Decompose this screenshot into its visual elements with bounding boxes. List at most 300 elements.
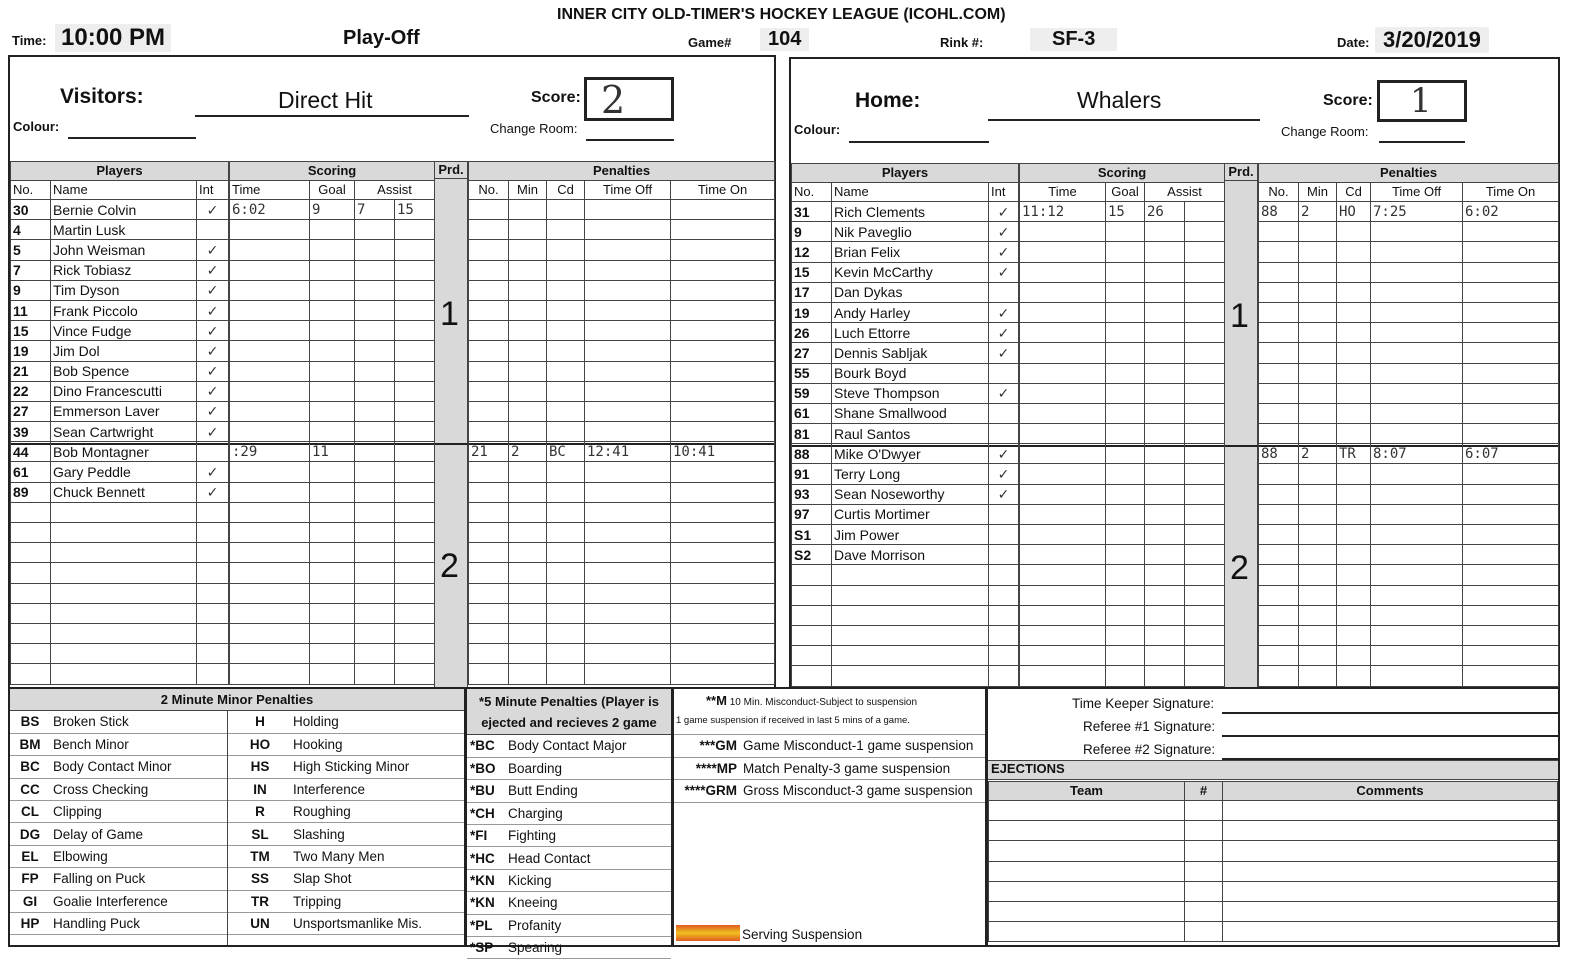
timekeeper-signature-line[interactable] — [1222, 712, 1558, 714]
empty-cell[interactable] — [1337, 646, 1371, 666]
empty-cell[interactable] — [1223, 821, 1558, 841]
player-int-check[interactable] — [989, 403, 1019, 423]
empty-cell[interactable] — [469, 482, 509, 502]
empty-cell[interactable] — [1371, 646, 1463, 666]
empty-cell[interactable] — [547, 644, 585, 664]
empty-cell[interactable] — [1371, 585, 1463, 605]
empty-cell[interactable] — [585, 422, 671, 442]
empty-cell[interactable] — [671, 563, 775, 583]
empty-cell[interactable] — [1020, 363, 1106, 383]
empty-cell[interactable] — [355, 280, 395, 300]
empty-cell[interactable] — [1145, 424, 1185, 444]
empty-cell[interactable] — [1259, 504, 1299, 524]
empty-cell[interactable] — [230, 563, 310, 583]
empty-cell[interactable] — [1145, 242, 1185, 262]
empty-cell[interactable] — [547, 260, 585, 280]
empty-cell[interactable] — [197, 644, 229, 664]
empty-cell[interactable] — [355, 381, 395, 401]
empty-cell[interactable] — [1371, 605, 1463, 625]
empty-cell[interactable] — [310, 583, 355, 603]
empty-cell[interactable] — [1106, 605, 1145, 625]
empty-cell[interactable] — [1337, 585, 1371, 605]
empty-cell[interactable] — [989, 881, 1185, 901]
no-cell[interactable]: 88 — [1259, 444, 1299, 464]
empty-cell[interactable] — [1463, 464, 1559, 484]
empty-cell[interactable] — [671, 260, 775, 280]
empty-cell[interactable] — [547, 664, 585, 684]
empty-cell[interactable] — [509, 623, 547, 643]
empty-cell[interactable] — [1371, 262, 1463, 282]
empty-cell[interactable] — [310, 644, 355, 664]
empty-cell[interactable] — [1106, 242, 1145, 262]
empty-cell[interactable] — [1259, 565, 1299, 585]
empty-cell[interactable] — [792, 666, 832, 686]
empty-cell[interactable] — [1020, 343, 1106, 363]
empty-cell[interactable] — [1463, 545, 1559, 565]
empty-cell[interactable] — [1145, 383, 1185, 403]
empty-cell[interactable] — [1106, 343, 1145, 363]
referee1-signature-line[interactable] — [1222, 735, 1558, 737]
empty-cell[interactable] — [1299, 403, 1337, 423]
empty-cell[interactable] — [310, 341, 355, 361]
empty-cell[interactable] — [469, 563, 509, 583]
player-int-check[interactable]: ✓ — [989, 202, 1019, 222]
empty-cell[interactable] — [1020, 464, 1106, 484]
empty-cell[interactable] — [509, 422, 547, 442]
empty-cell[interactable] — [832, 565, 989, 585]
empty-cell[interactable] — [671, 341, 775, 361]
empty-cell[interactable] — [547, 321, 585, 341]
empty-cell[interactable] — [1259, 363, 1299, 383]
time-cell[interactable]: :29 — [230, 442, 310, 462]
empty-cell[interactable] — [1223, 881, 1558, 901]
empty-cell[interactable] — [1145, 545, 1185, 565]
empty-cell[interactable] — [395, 603, 435, 623]
empty-cell[interactable] — [51, 502, 197, 522]
empty-cell[interactable] — [197, 583, 229, 603]
empty-cell[interactable] — [11, 644, 51, 664]
player-int-check[interactable]: ✓ — [989, 444, 1019, 464]
empty-cell[interactable] — [355, 603, 395, 623]
player-int-check[interactable]: ✓ — [989, 484, 1019, 504]
empty-cell[interactable] — [1299, 585, 1337, 605]
empty-cell[interactable] — [1299, 242, 1337, 262]
empty-cell[interactable] — [1371, 383, 1463, 403]
empty-cell[interactable] — [11, 583, 51, 603]
empty-cell[interactable] — [1337, 262, 1371, 282]
empty-cell[interactable] — [469, 603, 509, 623]
empty-cell[interactable] — [1185, 821, 1223, 841]
empty-cell[interactable] — [509, 401, 547, 421]
empty-cell[interactable] — [1259, 323, 1299, 343]
empty-cell[interactable] — [1463, 585, 1559, 605]
empty-cell[interactable] — [230, 220, 310, 240]
empty-cell[interactable] — [1145, 605, 1185, 625]
empty-cell[interactable] — [230, 623, 310, 643]
empty-cell[interactable] — [1463, 484, 1559, 504]
player-int-check[interactable]: ✓ — [989, 222, 1019, 242]
empty-cell[interactable] — [1145, 525, 1185, 545]
assist2-cell[interactable] — [1185, 202, 1225, 222]
empty-cell[interactable] — [547, 523, 585, 543]
empty-cell[interactable] — [547, 401, 585, 421]
empty-cell[interactable] — [547, 361, 585, 381]
empty-cell[interactable] — [671, 482, 775, 502]
empty-cell[interactable] — [1223, 861, 1558, 881]
empty-cell[interactable] — [230, 260, 310, 280]
empty-cell[interactable] — [989, 841, 1185, 861]
min-cell[interactable]: 2 — [509, 442, 547, 462]
empty-cell[interactable] — [197, 664, 229, 684]
empty-cell[interactable] — [1106, 282, 1145, 302]
empty-cell[interactable] — [671, 603, 775, 623]
empty-cell[interactable] — [1337, 525, 1371, 545]
empty-cell[interactable] — [1463, 424, 1559, 444]
empty-cell[interactable] — [310, 543, 355, 563]
empty-cell[interactable] — [395, 381, 435, 401]
empty-cell[interactable] — [1185, 881, 1223, 901]
empty-cell[interactable] — [469, 260, 509, 280]
empty-cell[interactable] — [792, 605, 832, 625]
empty-cell[interactable] — [1299, 464, 1337, 484]
empty-cell[interactable] — [1259, 302, 1299, 322]
empty-cell[interactable] — [1371, 666, 1463, 686]
empty-cell[interactable] — [585, 563, 671, 583]
empty-cell[interactable] — [197, 603, 229, 623]
empty-cell[interactable] — [230, 341, 310, 361]
assist2-cell[interactable] — [395, 442, 435, 462]
empty-cell[interactable] — [310, 240, 355, 260]
empty-cell[interactable] — [1259, 605, 1299, 625]
empty-cell[interactable] — [51, 623, 197, 643]
empty-cell[interactable] — [1185, 464, 1225, 484]
empty-cell[interactable] — [469, 240, 509, 260]
empty-cell[interactable] — [1299, 646, 1337, 666]
empty-cell[interactable] — [469, 200, 509, 220]
empty-cell[interactable] — [509, 543, 547, 563]
assist2-cell[interactable]: 15 — [395, 200, 435, 220]
empty-cell[interactable] — [1185, 363, 1225, 383]
empty-cell[interactable] — [1145, 646, 1185, 666]
empty-cell[interactable] — [1145, 363, 1185, 383]
empty-cell[interactable] — [1463, 343, 1559, 363]
empty-cell[interactable] — [509, 603, 547, 623]
empty-cell[interactable] — [1463, 565, 1559, 585]
empty-cell[interactable] — [1299, 666, 1337, 686]
empty-cell[interactable] — [1371, 545, 1463, 565]
empty-cell[interactable] — [51, 603, 197, 623]
empty-cell[interactable] — [1299, 363, 1337, 383]
empty-cell[interactable] — [1223, 841, 1558, 861]
empty-cell[interactable] — [1106, 504, 1145, 524]
empty-cell[interactable] — [585, 200, 671, 220]
empty-cell[interactable] — [1185, 242, 1225, 262]
empty-cell[interactable] — [585, 583, 671, 603]
empty-cell[interactable] — [395, 341, 435, 361]
empty-cell[interactable] — [1259, 242, 1299, 262]
empty-cell[interactable] — [1299, 343, 1337, 363]
player-int-check[interactable]: ✓ — [197, 240, 229, 260]
empty-cell[interactable] — [395, 260, 435, 280]
empty-cell[interactable] — [1463, 646, 1559, 666]
empty-cell[interactable] — [1145, 262, 1185, 282]
player-int-check[interactable] — [989, 545, 1019, 565]
player-int-check[interactable]: ✓ — [197, 300, 229, 320]
empty-cell[interactable] — [1299, 323, 1337, 343]
empty-cell[interactable] — [1145, 484, 1185, 504]
empty-cell[interactable] — [1185, 282, 1225, 302]
empty-cell[interactable] — [832, 666, 989, 686]
empty-cell[interactable] — [310, 321, 355, 341]
empty-cell[interactable] — [1371, 484, 1463, 504]
empty-cell[interactable] — [1337, 323, 1371, 343]
empty-cell[interactable] — [395, 543, 435, 563]
empty-cell[interactable] — [832, 646, 989, 666]
empty-cell[interactable] — [1259, 646, 1299, 666]
empty-cell[interactable] — [547, 300, 585, 320]
empty-cell[interactable] — [1337, 484, 1371, 504]
empty-cell[interactable] — [395, 664, 435, 684]
empty-cell[interactable] — [989, 901, 1185, 921]
empty-cell[interactable] — [671, 583, 775, 603]
empty-cell[interactable] — [1299, 484, 1337, 504]
empty-cell[interactable] — [1337, 242, 1371, 262]
player-int-check[interactable] — [989, 424, 1019, 444]
time-off-cell[interactable]: 12:41 — [585, 442, 671, 462]
assist1-cell[interactable]: 7 — [355, 200, 395, 220]
empty-cell[interactable] — [310, 664, 355, 684]
empty-cell[interactable] — [792, 585, 832, 605]
empty-cell[interactable] — [1145, 625, 1185, 645]
empty-cell[interactable] — [1185, 323, 1225, 343]
empty-cell[interactable] — [395, 644, 435, 664]
empty-cell[interactable] — [395, 583, 435, 603]
empty-cell[interactable] — [1020, 444, 1106, 464]
empty-cell[interactable] — [1106, 424, 1145, 444]
empty-cell[interactable] — [11, 502, 51, 522]
empty-cell[interactable] — [1259, 585, 1299, 605]
empty-cell[interactable] — [197, 623, 229, 643]
empty-cell[interactable] — [11, 623, 51, 643]
empty-cell[interactable] — [509, 321, 547, 341]
empty-cell[interactable] — [1259, 666, 1299, 686]
empty-cell[interactable] — [197, 543, 229, 563]
empty-cell[interactable] — [1371, 363, 1463, 383]
empty-cell[interactable] — [230, 644, 310, 664]
empty-cell[interactable] — [1337, 504, 1371, 524]
empty-cell[interactable] — [1463, 403, 1559, 423]
empty-cell[interactable] — [469, 623, 509, 643]
empty-cell[interactable] — [1106, 545, 1145, 565]
empty-cell[interactable] — [11, 543, 51, 563]
empty-cell[interactable] — [1185, 383, 1225, 403]
empty-cell[interactable] — [1463, 666, 1559, 686]
empty-cell[interactable] — [832, 625, 989, 645]
empty-cell[interactable] — [1463, 222, 1559, 242]
empty-cell[interactable] — [1371, 625, 1463, 645]
empty-cell[interactable] — [671, 502, 775, 522]
empty-cell[interactable] — [585, 623, 671, 643]
empty-cell[interactable] — [509, 664, 547, 684]
empty-cell[interactable] — [1106, 585, 1145, 605]
player-int-check[interactable]: ✓ — [197, 361, 229, 381]
empty-cell[interactable] — [585, 321, 671, 341]
empty-cell[interactable] — [310, 502, 355, 522]
empty-cell[interactable] — [671, 422, 775, 442]
empty-cell[interactable] — [585, 482, 671, 502]
empty-cell[interactable] — [197, 523, 229, 543]
empty-cell[interactable] — [1145, 282, 1185, 302]
goal-cell[interactable]: 9 — [310, 200, 355, 220]
empty-cell[interactable] — [585, 502, 671, 522]
empty-cell[interactable] — [395, 502, 435, 522]
empty-cell[interactable] — [1185, 343, 1225, 363]
empty-cell[interactable] — [671, 300, 775, 320]
goal-cell[interactable]: 11 — [310, 442, 355, 462]
empty-cell[interactable] — [1337, 383, 1371, 403]
empty-cell[interactable] — [230, 482, 310, 502]
empty-cell[interactable] — [671, 361, 775, 381]
empty-cell[interactable] — [395, 220, 435, 240]
empty-cell[interactable] — [230, 422, 310, 442]
empty-cell[interactable] — [469, 220, 509, 240]
empty-cell[interactable] — [469, 300, 509, 320]
min-cell[interactable]: 2 — [1299, 444, 1337, 464]
empty-cell[interactable] — [509, 260, 547, 280]
cd-cell[interactable]: BC — [547, 442, 585, 462]
empty-cell[interactable] — [1185, 861, 1223, 881]
empty-cell[interactable] — [1020, 504, 1106, 524]
empty-cell[interactable] — [1185, 222, 1225, 242]
empty-cell[interactable] — [671, 381, 775, 401]
empty-cell[interactable] — [1020, 383, 1106, 403]
empty-cell[interactable] — [585, 664, 671, 684]
empty-cell[interactable] — [1337, 282, 1371, 302]
empty-cell[interactable] — [509, 502, 547, 522]
empty-cell[interactable] — [1020, 282, 1106, 302]
empty-cell[interactable] — [1185, 646, 1225, 666]
empty-cell[interactable] — [671, 321, 775, 341]
empty-cell[interactable] — [1020, 484, 1106, 504]
cd-cell[interactable]: TR — [1337, 444, 1371, 464]
empty-cell[interactable] — [1106, 666, 1145, 686]
empty-cell[interactable] — [395, 482, 435, 502]
empty-cell[interactable] — [310, 260, 355, 280]
empty-cell[interactable] — [1185, 625, 1225, 645]
player-int-check[interactable]: ✓ — [989, 262, 1019, 282]
empty-cell[interactable] — [1337, 424, 1371, 444]
empty-cell[interactable] — [547, 583, 585, 603]
empty-cell[interactable] — [310, 361, 355, 381]
empty-cell[interactable] — [469, 502, 509, 522]
player-int-check[interactable]: ✓ — [989, 464, 1019, 484]
empty-cell[interactable] — [547, 381, 585, 401]
player-int-check[interactable]: ✓ — [989, 242, 1019, 262]
empty-cell[interactable] — [51, 664, 197, 684]
empty-cell[interactable] — [469, 644, 509, 664]
empty-cell[interactable] — [1463, 625, 1559, 645]
empty-cell[interactable] — [197, 502, 229, 522]
empty-cell[interactable] — [832, 605, 989, 625]
empty-cell[interactable] — [355, 422, 395, 442]
empty-cell[interactable] — [230, 603, 310, 623]
empty-cell[interactable] — [1185, 262, 1225, 282]
empty-cell[interactable] — [1145, 323, 1185, 343]
empty-cell[interactable] — [1223, 801, 1558, 821]
empty-cell[interactable] — [1371, 282, 1463, 302]
empty-cell[interactable] — [230, 300, 310, 320]
empty-cell[interactable] — [310, 422, 355, 442]
empty-cell[interactable] — [355, 583, 395, 603]
empty-cell[interactable] — [1106, 464, 1145, 484]
empty-cell[interactable] — [355, 543, 395, 563]
empty-cell[interactable] — [1299, 383, 1337, 403]
no-cell[interactable]: 21 — [469, 442, 509, 462]
empty-cell[interactable] — [509, 563, 547, 583]
empty-cell[interactable] — [547, 502, 585, 522]
empty-cell[interactable] — [355, 401, 395, 421]
empty-cell[interactable] — [1106, 444, 1145, 464]
empty-cell[interactable] — [1463, 383, 1559, 403]
empty-cell[interactable] — [395, 361, 435, 381]
empty-cell[interactable] — [469, 341, 509, 361]
empty-cell[interactable] — [547, 563, 585, 583]
player-int-check[interactable]: ✓ — [989, 302, 1019, 322]
player-int-check[interactable] — [989, 504, 1019, 524]
empty-cell[interactable] — [355, 361, 395, 381]
empty-cell[interactable] — [395, 321, 435, 341]
empty-cell[interactable] — [395, 240, 435, 260]
empty-cell[interactable] — [1371, 464, 1463, 484]
empty-cell[interactable] — [1185, 922, 1223, 942]
empty-cell[interactable] — [509, 240, 547, 260]
player-int-check[interactable]: ✓ — [197, 200, 229, 220]
empty-cell[interactable] — [310, 401, 355, 421]
empty-cell[interactable] — [1145, 666, 1185, 686]
empty-cell[interactable] — [1145, 444, 1185, 464]
empty-cell[interactable] — [310, 623, 355, 643]
empty-cell[interactable] — [547, 462, 585, 482]
empty-cell[interactable] — [1371, 525, 1463, 545]
player-int-check[interactable] — [989, 363, 1019, 383]
empty-cell[interactable] — [1106, 262, 1145, 282]
empty-cell[interactable] — [1371, 323, 1463, 343]
empty-cell[interactable] — [547, 603, 585, 623]
empty-cell[interactable] — [1185, 525, 1225, 545]
player-int-check[interactable]: ✓ — [197, 401, 229, 421]
assist1-cell[interactable] — [355, 442, 395, 462]
empty-cell[interactable] — [1106, 525, 1145, 545]
empty-cell[interactable] — [585, 401, 671, 421]
empty-cell[interactable] — [585, 603, 671, 623]
empty-cell[interactable] — [832, 585, 989, 605]
empty-cell[interactable] — [310, 603, 355, 623]
empty-cell[interactable] — [395, 422, 435, 442]
empty-cell[interactable] — [671, 462, 775, 482]
empty-cell[interactable] — [989, 585, 1019, 605]
empty-cell[interactable] — [11, 563, 51, 583]
empty-cell[interactable] — [1020, 424, 1106, 444]
empty-cell[interactable] — [1299, 625, 1337, 645]
empty-cell[interactable] — [1337, 565, 1371, 585]
empty-cell[interactable] — [1259, 262, 1299, 282]
empty-cell[interactable] — [230, 664, 310, 684]
empty-cell[interactable] — [1106, 565, 1145, 585]
empty-cell[interactable] — [1185, 504, 1225, 524]
empty-cell[interactable] — [1337, 363, 1371, 383]
empty-cell[interactable] — [1337, 666, 1371, 686]
empty-cell[interactable] — [509, 381, 547, 401]
